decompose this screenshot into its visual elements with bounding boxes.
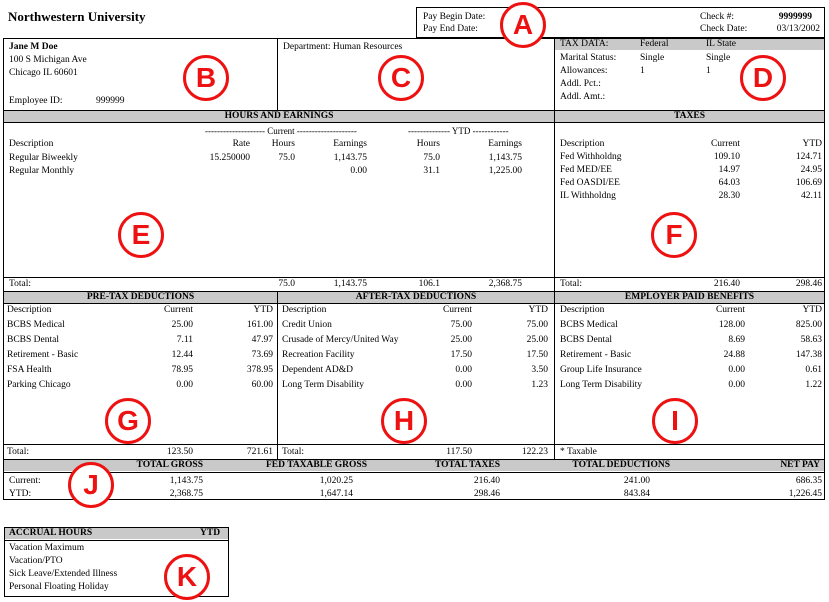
tax-value: 24.95: [800, 165, 822, 175]
tax-value: 109.10: [713, 152, 740, 162]
taxes-total-value: 216.40: [713, 279, 740, 289]
employer-value: 0.00: [728, 365, 745, 375]
accrual-item: Sick Leave/Extended Illness: [9, 569, 118, 579]
earnings-value: 15.250000: [209, 153, 250, 163]
summary-value: 843.84: [623, 489, 650, 499]
taxes-col-header: YTD: [802, 139, 822, 149]
aftertax-description: Credit Union: [282, 320, 332, 330]
pretax-total-value: 721.61: [246, 447, 273, 457]
pretax-value: 47.97: [251, 335, 273, 345]
employer-description: Group Life Insurance: [560, 365, 642, 375]
taxes-col-header: Description: [560, 139, 605, 149]
pretax-value: 7.11: [176, 335, 193, 345]
earnings-value: 1,225.00: [488, 166, 522, 176]
aftertax-value: 17.50: [450, 350, 472, 360]
hours-total-value: 106.1: [418, 279, 440, 289]
employer-title: EMPLOYER PAID BENEFITS: [624, 292, 755, 302]
accrual-item: Vacation Maximum: [9, 543, 85, 553]
employer-value: 147.38: [795, 350, 822, 360]
pretax-value: 0.00: [176, 380, 193, 390]
summary-value: 1,143.75: [169, 476, 203, 486]
tax-data-label: Marital Status:: [560, 53, 617, 63]
taxable-footnote: * Taxable: [560, 447, 597, 457]
employer-value: 0.61: [805, 365, 822, 375]
pretax-total-label: Total:: [7, 447, 30, 457]
divider: [3, 277, 825, 278]
summary-row-label: Current:: [9, 476, 41, 486]
pretax-col-header: Description: [7, 305, 52, 315]
summary-value: 1,020.25: [319, 476, 353, 486]
hours-col-header: Rate: [232, 139, 250, 149]
earnings-value: 31.1: [423, 166, 440, 176]
pretax-description: Retirement - Basic: [7, 350, 79, 360]
aftertax-title: AFTER-TAX DEDUCTIONS: [355, 292, 477, 302]
callout-g: G: [105, 398, 151, 444]
department: Department: Human Resources: [283, 42, 403, 52]
summary-value: 1,226.45: [788, 489, 822, 499]
hours-col-header: Hours: [416, 139, 440, 149]
aftertax-description: Crusade of Mercy/United Way: [282, 335, 399, 345]
summary-value: 1,647.14: [319, 489, 353, 499]
summary-col-header: TOTAL TAXES: [434, 460, 500, 470]
tax-data-state-value: 1: [706, 66, 711, 76]
summary-row-label: YTD:: [9, 489, 32, 499]
aftertax-value: 25.00: [450, 335, 472, 345]
tax-data-federal-value: 1: [640, 66, 645, 76]
hours-total-value: 75.0: [278, 279, 295, 289]
employer-description: BCBS Dental: [560, 335, 612, 345]
hours-total-value: 1,143.75: [333, 279, 367, 289]
employer-value: 0.00: [728, 380, 745, 390]
employee-id: 999999: [96, 96, 125, 106]
aftertax-value: 0.00: [455, 380, 472, 390]
summary-col-header: FED TAXABLE GROSS: [265, 460, 367, 470]
summary-col-header: TOTAL DEDUCTIONS: [572, 460, 670, 470]
callout-h: H: [381, 398, 427, 444]
employer-value: 24.88: [723, 350, 745, 360]
pretax-value: 161.00: [246, 320, 273, 330]
pretax-description: BCBS Medical: [7, 320, 65, 330]
current-label: -------------------- Current --------------------: [205, 126, 357, 136]
summary-value: 216.40: [473, 476, 500, 486]
employee-name: Jane M Doe: [9, 42, 58, 52]
earnings-value: 75.0: [278, 153, 295, 163]
aftertax-description: Long Term Disability: [282, 380, 365, 390]
employer-value: 128.00: [718, 320, 745, 330]
aftertax-col-header: Description: [282, 305, 327, 315]
tax-data-federal: Federal: [640, 39, 669, 49]
callout-b: B: [183, 55, 229, 101]
employer-value: 825.00: [795, 320, 822, 330]
hours-total-label: Total:: [9, 279, 32, 289]
divider: [554, 291, 555, 459]
divider: [3, 303, 825, 304]
employer-col-header: YTD: [802, 305, 822, 315]
university-name: Northwestern University: [8, 9, 146, 24]
tax-description: Fed Withholdng: [560, 152, 622, 162]
divider: [3, 472, 825, 473]
tax-data-state-value: Single: [706, 53, 731, 63]
accrual-title: ACCRUAL HOURS: [9, 528, 93, 538]
callout-f: F: [651, 212, 697, 258]
employer-description: Long Term Disability: [560, 380, 643, 390]
callout-d: D: [740, 55, 786, 101]
accrual-item: Personal Floating Holiday: [9, 582, 109, 592]
check-no-label: Check #:: [700, 12, 735, 22]
ytd-label: -------------- YTD ------------: [408, 126, 509, 136]
employer-value: 8.69: [728, 335, 745, 345]
pay-begin-label: Pay Begin Date:: [423, 12, 486, 22]
hours-col-header: Hours: [271, 139, 295, 149]
hours-total-value: 2,368.75: [488, 279, 522, 289]
tax-data-label: Addl. Amt.:: [560, 92, 606, 102]
accrual-item: Vacation/PTO: [9, 556, 63, 566]
summary-value: 686.35: [795, 476, 822, 486]
summary-value: 2,368.75: [169, 489, 203, 499]
tax-value: 14.97: [718, 165, 740, 175]
callout-e: E: [118, 212, 164, 258]
aftertax-value: 75.00: [450, 320, 472, 330]
tax-description: Fed OASDI/EE: [560, 178, 620, 188]
hours-col-header: Earnings: [488, 139, 522, 149]
tax-data-federal-value: Single: [640, 53, 665, 63]
pretax-value: 378.95: [246, 365, 273, 375]
aftertax-col-header: Current: [442, 305, 472, 315]
tax-value: 124.71: [795, 152, 822, 162]
summary-value: 298.46: [473, 489, 500, 499]
divider: [4, 540, 229, 541]
employee-id-label: Employee ID:: [9, 96, 63, 106]
aftertax-col-header: YTD: [528, 305, 548, 315]
pretax-description: FSA Health: [7, 365, 52, 375]
pretax-description: Parking Chicago: [7, 380, 71, 390]
aftertax-total-value: 117.50: [446, 447, 472, 457]
aftertax-value: 75.00: [526, 320, 548, 330]
pretax-total-value: 123.50: [166, 447, 193, 457]
tax-value: 106.69: [795, 178, 822, 188]
divider: [277, 38, 278, 110]
tax-description: Fed MED/EE: [560, 165, 612, 175]
summary-col-header: TOTAL GROSS: [136, 460, 203, 470]
summary-col-header: NET PAY: [780, 460, 820, 470]
divider: [277, 291, 278, 459]
pretax-value: 60.00: [251, 380, 273, 390]
callout-i: I: [652, 398, 698, 444]
hours-col-header: Earnings: [333, 139, 367, 149]
tax-data-state: IL State: [706, 39, 736, 49]
employee-address2: Chicago IL 60601: [9, 68, 78, 78]
aftertax-value: 0.00: [455, 365, 472, 375]
taxes-total-label: Total:: [560, 279, 583, 289]
pretax-col-header: Current: [163, 305, 193, 315]
tax-value: 42.11: [800, 191, 822, 201]
tax-value: 28.30: [718, 191, 740, 201]
earnings-value: 0.00: [350, 166, 367, 176]
earnings-value: 1,143.75: [333, 153, 367, 163]
check-date-label: Check Date:: [700, 24, 748, 34]
earnings-value: 1,143.75: [488, 153, 522, 163]
hours-col-header: Description: [9, 139, 54, 149]
callout-a: A: [500, 2, 546, 48]
pretax-description: BCBS Dental: [7, 335, 59, 345]
tax-data-title: TAX DATA:: [560, 39, 609, 49]
tax-value: 64.03: [718, 178, 740, 188]
hours-title: HOURS AND EARNINGS: [224, 111, 334, 121]
callout-k: K: [164, 554, 210, 600]
pretax-value: 25.00: [171, 320, 193, 330]
aftertax-total-label: Total:: [282, 447, 305, 457]
aftertax-value: 25.00: [526, 335, 548, 345]
aftertax-value: 1.23: [531, 380, 548, 390]
pay-end-label: Pay End Date:: [423, 24, 478, 34]
earnings-description: Regular Biweekly: [9, 153, 78, 163]
tax-description: IL Withholdng: [560, 191, 616, 201]
divider: [3, 444, 825, 445]
employer-description: BCBS Medical: [560, 320, 618, 330]
aftertax-description: Recreation Facility: [282, 350, 355, 360]
earnings-value: 75.0: [423, 153, 440, 163]
pay-period-box: [416, 7, 825, 38]
callout-c: C: [378, 55, 424, 101]
taxes-title: TAXES: [674, 111, 705, 121]
pretax-value: 73.69: [251, 350, 273, 360]
taxes-col-header: Current: [710, 139, 740, 149]
pretax-col-header: YTD: [253, 305, 273, 315]
pretax-value: 78.95: [171, 365, 193, 375]
employer-col-header: Description: [560, 305, 605, 315]
aftertax-value: 17.50: [526, 350, 548, 360]
aftertax-value: 3.50: [531, 365, 548, 375]
callout-j: J: [68, 462, 114, 508]
accrual-ytd: YTD: [200, 528, 221, 538]
tax-data-label: Allowances:: [560, 66, 608, 76]
check-date: 03/13/2002: [776, 24, 820, 34]
divider: [554, 110, 555, 291]
pretax-title: PRE-TAX DEDUCTIONS: [86, 292, 195, 302]
earnings-description: Regular Monthly: [9, 166, 75, 176]
summary-value: 241.00: [623, 476, 650, 486]
employer-description: Retirement - Basic: [560, 350, 632, 360]
aftertax-total-value: 122.23: [521, 447, 548, 457]
employer-value: 58.63: [800, 335, 822, 345]
employer-col-header: Current: [715, 305, 745, 315]
tax-data-label: Addl. Pct.:: [560, 79, 601, 89]
taxes-total-value: 298.46: [795, 279, 822, 289]
aftertax-description: Dependent AD&D: [282, 365, 353, 375]
employer-value: 1.22: [805, 380, 822, 390]
employee-address1: 100 S Michigan Ave: [9, 55, 87, 65]
check-no: 9999999: [778, 12, 812, 22]
divider: [3, 122, 825, 123]
pretax-value: 12.44: [171, 350, 193, 360]
